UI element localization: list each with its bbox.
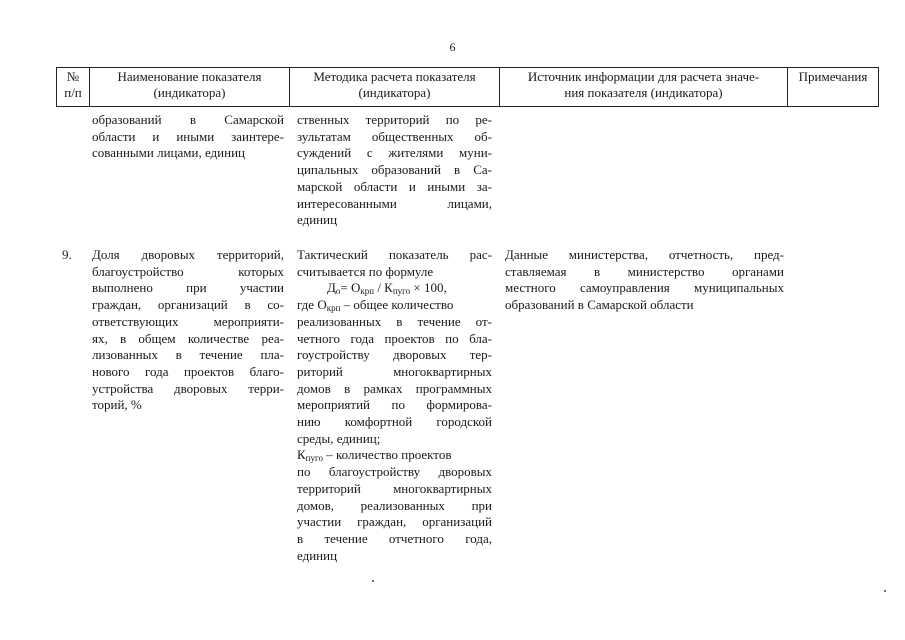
header-source-line: ния показателя (индикатора) <box>564 85 723 100</box>
definition-line <box>297 297 492 314</box>
formula-part: / К <box>374 280 393 296</box>
text-line: реализованных в течение от- <box>297 313 492 329</box>
text-line: выполнено при участии <box>92 280 284 296</box>
header-notes-line: Примечания <box>798 69 868 84</box>
text-line: благоустройство которых <box>92 263 284 279</box>
text-line: участии граждан, организаций <box>297 514 492 530</box>
page-number: 6 <box>449 40 456 54</box>
text-line: сованными лицами, единиц <box>92 145 245 161</box>
text-line: гоустройству дворовых тер- <box>297 347 492 363</box>
formula-part: = О <box>340 280 361 296</box>
text-line: лизованных в течение пла- <box>92 347 284 363</box>
text-line: считывается по формуле <box>297 263 434 279</box>
header-name <box>90 69 289 101</box>
text-line: торий, % <box>92 397 142 413</box>
header-num-line: № <box>66 69 80 84</box>
definition-part: К <box>297 447 306 463</box>
text-line: образований в Самарской области <box>505 297 694 313</box>
header-notes <box>788 69 878 85</box>
method-cell <box>297 247 492 564</box>
continuation-name-cell <box>92 112 284 162</box>
formula-sub: крп <box>360 286 375 297</box>
table-header <box>56 67 879 107</box>
formula-part: Д <box>327 280 336 296</box>
text-line: Тактический показатель рас- <box>297 247 492 262</box>
scan-speck <box>884 590 886 592</box>
text-line: ях, в общем количестве реа- <box>92 330 284 346</box>
text-line: граждан, организаций в со- <box>92 297 284 313</box>
header-divider <box>878 67 879 107</box>
header-source-line: Источник информации для расчета значе- <box>527 69 760 84</box>
header-method-line: (индикатора) <box>358 85 431 100</box>
text-line: Доля дворовых территорий, <box>92 247 284 262</box>
source-cell <box>505 247 784 314</box>
definition-sub: крп <box>326 303 341 314</box>
definition-part: где О <box>297 297 327 313</box>
text-line: четного года проектов по бла- <box>297 330 492 346</box>
definition-sub: пуго <box>305 453 323 464</box>
text-line: Данные министерства, отчетность, пред- <box>505 247 784 262</box>
header-name-line: Наименование показателя <box>117 69 262 84</box>
text-line: по благоустройству дворовых <box>297 464 492 480</box>
scan-speck <box>372 580 374 582</box>
formula-part: × 100, <box>410 280 447 296</box>
definition-line <box>297 447 492 464</box>
text-line: среды, единиц; <box>297 430 381 446</box>
text-line: территорий многоквартирных <box>297 480 492 496</box>
text-line: ципальных образований в Са- <box>297 162 492 178</box>
text-line: марской области и иными за- <box>297 178 492 194</box>
text-line: устройства дворовых терри- <box>92 380 284 396</box>
header-method-line: Методика расчета показателя <box>313 69 476 84</box>
header-bottom-border <box>56 106 879 107</box>
text-line: суждений с жителями муни- <box>297 145 492 161</box>
text-line: ответствующих мероприяти- <box>92 313 284 329</box>
indicator-name-cell <box>92 247 284 414</box>
definition-part: – количество проектов <box>322 447 452 463</box>
text-line: местного самоуправления муниципальных <box>505 280 784 296</box>
text-line: области и иными заинтере- <box>92 128 284 144</box>
header-name-line: (индикатора) <box>153 85 226 100</box>
header-top-border <box>56 67 879 68</box>
text-line: риторий многоквартирных <box>297 363 492 379</box>
header-method <box>290 69 499 101</box>
text-line: зультатам общественных об- <box>297 128 492 144</box>
text-line: единиц <box>297 212 338 228</box>
text-line: ственных территорий по ре- <box>297 112 492 127</box>
formula-sub: пуго <box>392 286 411 297</box>
text-line: интересованными лицами, <box>297 195 492 211</box>
text-line: домов, реализованных при <box>297 497 492 513</box>
text-line: нию комфортной городской <box>297 414 492 430</box>
header-num <box>57 69 89 101</box>
text-line: образований в Самарской <box>92 112 284 127</box>
formula-sub: о <box>335 286 341 297</box>
text-line: ставляемая в министерство органами <box>505 263 784 279</box>
text-line: мероприятий по формирова- <box>297 397 492 413</box>
header-num-line: п/п <box>64 85 82 100</box>
header-source <box>500 69 787 101</box>
text-line: домов в рамках программных <box>297 380 492 396</box>
text-line: в течение отчетного года, <box>297 530 492 546</box>
text-line: единиц <box>297 547 338 563</box>
text-line: нового года проектов благо- <box>92 363 284 379</box>
continuation-method-cell <box>297 112 492 229</box>
definition-part: – общее количество <box>340 297 454 313</box>
row-number: 9. <box>62 247 72 262</box>
formula <box>297 280 492 297</box>
